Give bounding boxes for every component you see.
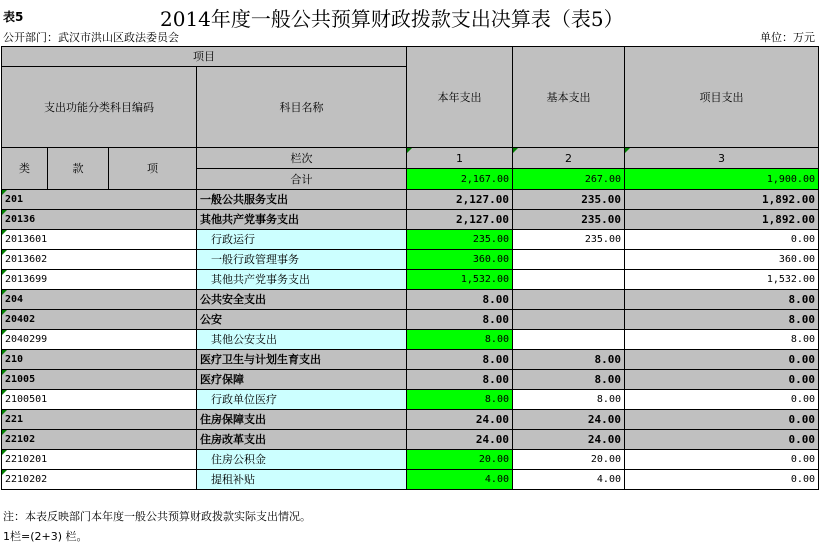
- row-basic: 8.00: [513, 350, 625, 370]
- row-total: 1,532.00: [407, 270, 513, 290]
- table-row: [2, 470, 819, 490]
- row-name: 行政单位医疗: [197, 390, 407, 410]
- department-label: 公开部门：武汉市洪山区政法委员会: [3, 31, 179, 44]
- col-index-2: 2: [513, 148, 625, 169]
- table-tag: 表5: [3, 10, 24, 24]
- row-code: 221: [2, 410, 197, 430]
- row-name: 医疗卫生与计划生育支出: [197, 350, 407, 370]
- row-basic: [513, 310, 625, 330]
- row-total: 8.00: [407, 370, 513, 390]
- row-code: 22102: [2, 430, 197, 450]
- row-total: 4.00: [407, 470, 513, 490]
- row-basic: 235.00: [513, 210, 625, 230]
- row-name: 公共安全支出: [197, 290, 407, 310]
- table-row: [2, 210, 819, 230]
- table-row: [2, 430, 819, 450]
- row-basic: 20.00: [513, 450, 625, 470]
- row-total: 8.00: [407, 350, 513, 370]
- row-name: 住房改革支出: [197, 430, 407, 450]
- row-name: 提租补贴: [197, 470, 407, 490]
- table-row: [2, 270, 819, 290]
- header-name: 科目名称: [197, 67, 407, 148]
- row-code: 2100501: [2, 390, 197, 410]
- row-code: 20136: [2, 210, 197, 230]
- col-index-1: 1: [407, 148, 513, 169]
- table-row: [2, 450, 819, 470]
- row-total: 24.00: [407, 430, 513, 450]
- header-lei: 类: [2, 148, 48, 190]
- header-basic: 基本支出: [513, 47, 625, 148]
- row-code: 2013602: [2, 250, 197, 270]
- row-total: 8.00: [407, 330, 513, 350]
- row-basic: 235.00: [513, 190, 625, 210]
- header-code: 支出功能分类科目编码: [2, 67, 197, 148]
- row-total: 20.00: [407, 450, 513, 470]
- row-code: 2013601: [2, 230, 197, 250]
- row-project: 1,532.00: [625, 270, 819, 290]
- header-xiang: 项: [109, 148, 197, 190]
- header-item: 项目: [2, 47, 407, 67]
- table-row: [2, 230, 819, 250]
- footnote-1: 注：本表反映部门本年度一般公共预算财政拨款实际支出情况。: [3, 510, 311, 523]
- table-row: [2, 310, 819, 330]
- row-project: 8.00: [625, 290, 819, 310]
- row-name: 住房公积金: [197, 450, 407, 470]
- row-code: 210: [2, 350, 197, 370]
- summary-label: 合计: [197, 169, 407, 190]
- header-project: 项目支出: [625, 47, 819, 148]
- row-total: 8.00: [407, 390, 513, 410]
- row-name: 公安: [197, 310, 407, 330]
- row-total: 235.00: [407, 230, 513, 250]
- table-row: [2, 370, 819, 390]
- row-project: 8.00: [625, 310, 819, 330]
- row-name: 一般行政管理事务: [197, 250, 407, 270]
- row-code: 2013699: [2, 270, 197, 290]
- row-code: 2210201: [2, 450, 197, 470]
- row-name: 其他公安支出: [197, 330, 407, 350]
- header-total: 本年支出: [407, 47, 513, 148]
- row-project: 1,892.00: [625, 210, 819, 230]
- row-name: 住房保障支出: [197, 410, 407, 430]
- row-basic: [513, 250, 625, 270]
- row-name: 其他共产党事务支出: [197, 270, 407, 290]
- row-basic: [513, 290, 625, 310]
- summary-basic: 267.00: [513, 169, 625, 190]
- footnote-2: 1栏=(2+3) 栏。: [3, 530, 88, 543]
- row-project: 0.00: [625, 470, 819, 490]
- header-lanci: 栏次: [197, 148, 407, 169]
- row-basic: [513, 330, 625, 350]
- row-name: 医疗保障: [197, 370, 407, 390]
- row-total: 8.00: [407, 290, 513, 310]
- row-basic: [513, 270, 625, 290]
- row-project: 1,892.00: [625, 190, 819, 210]
- row-total: 360.00: [407, 250, 513, 270]
- row-name: 一般公共服务支出: [197, 190, 407, 210]
- row-project: 0.00: [625, 390, 819, 410]
- row-code: 201: [2, 190, 197, 210]
- row-project: 0.00: [625, 410, 819, 430]
- row-code: 20402: [2, 310, 197, 330]
- table-row: [2, 350, 819, 370]
- row-basic: 8.00: [513, 390, 625, 410]
- row-total: 2,127.00: [407, 210, 513, 230]
- table-row: [2, 410, 819, 430]
- row-name: 行政运行: [197, 230, 407, 250]
- unit-label: 单位：万元: [760, 31, 815, 44]
- row-basic: 235.00: [513, 230, 625, 250]
- row-code: 2040299: [2, 330, 197, 350]
- table-row: [2, 290, 819, 310]
- row-project: 360.00: [625, 250, 819, 270]
- page-title: 2014年度一般公共预算财政拨款支出决算表（表5）: [160, 7, 624, 31]
- row-project: 0.00: [625, 430, 819, 450]
- row-basic: 4.00: [513, 470, 625, 490]
- summary-total: 2,167.00: [407, 169, 513, 190]
- table-row: [2, 390, 819, 410]
- row-total: 2,127.00: [407, 190, 513, 210]
- row-total: 8.00: [407, 310, 513, 330]
- row-project: 0.00: [625, 370, 819, 390]
- table-row: [2, 330, 819, 350]
- row-code: 21005: [2, 370, 197, 390]
- row-code: 2210202: [2, 470, 197, 490]
- row-basic: 24.00: [513, 410, 625, 430]
- row-project: 0.00: [625, 350, 819, 370]
- table-row: [2, 190, 819, 210]
- col-index-3: 3: [625, 148, 819, 169]
- row-basic: 8.00: [513, 370, 625, 390]
- summary-project: 1,900.00: [625, 169, 819, 190]
- row-project: 0.00: [625, 230, 819, 250]
- table-row: [2, 250, 819, 270]
- budget-table: [1, 46, 819, 490]
- header-kuan: 款: [48, 148, 109, 190]
- row-basic: 24.00: [513, 430, 625, 450]
- row-total: 24.00: [407, 410, 513, 430]
- row-project: 0.00: [625, 450, 819, 470]
- row-code: 204: [2, 290, 197, 310]
- row-name: 其他共产党事务支出: [197, 210, 407, 230]
- row-project: 8.00: [625, 330, 819, 350]
